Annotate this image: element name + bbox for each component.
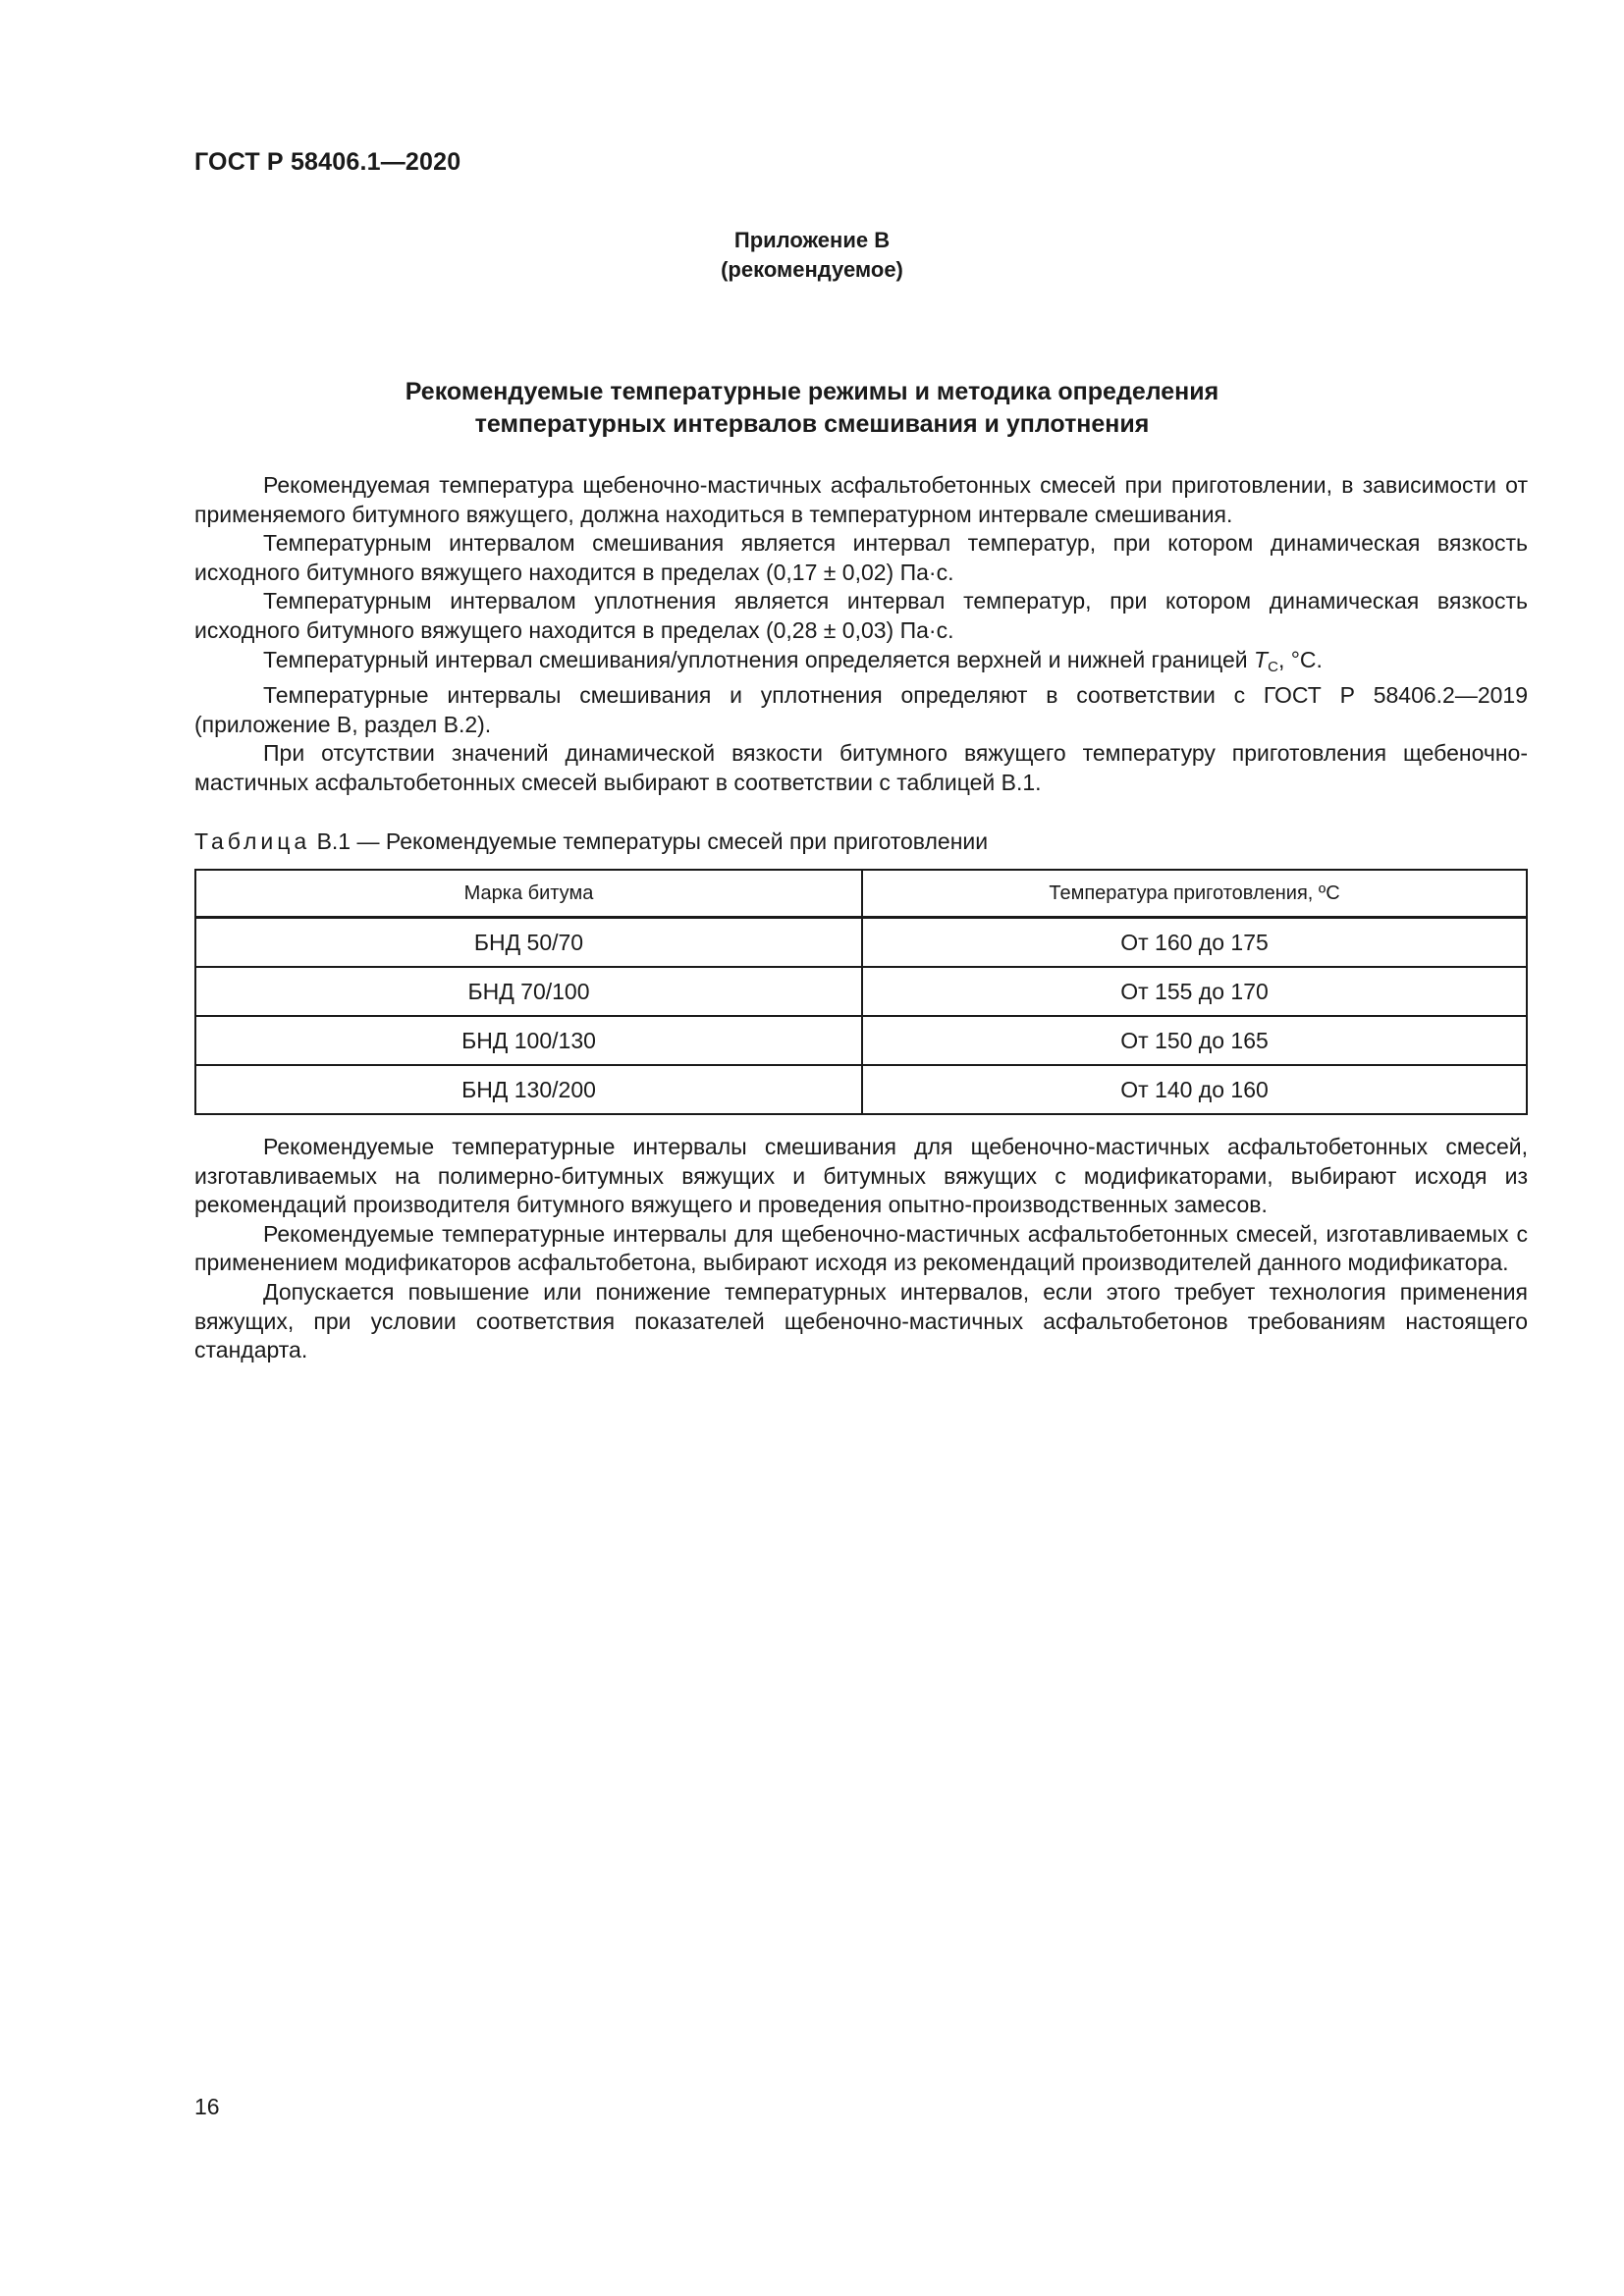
paragraph: Рекомендуемые температурные интервалы смешивания для щебеночно-мастичных асфальтобетонных смесей, изготавливаемых на полимерно-битумных вяжущих и битумных вяжущих с модификаторами, выбирают исходя из рекомендаций производителя битумного вяжущего и проведения опытно-производственных замесов.	[194, 1134, 1528, 1218]
appendix-title: Приложение В	[733, 228, 891, 252]
temperature-table	[194, 869, 1528, 1115]
table-caption-label: Таблица	[194, 828, 311, 854]
paragraph: Температурные интервалы смешивания и уплотнения определяют в соответствии с ГОСТ Р 58406.2—2019 (приложение В, раздел В.2).	[194, 682, 1528, 737]
table-row	[195, 918, 1527, 968]
table-cell-temperature: От 155 до 170	[862, 967, 1527, 1016]
table-cell-temperature: От 140 до 160	[862, 1065, 1527, 1114]
paragraph: Рекомендуемые температурные интервалы для щебеночно-мастичных асфальтобетонных смесей, изготавливаемых с применением модификаторов асфальтобетона, выбирают исходя из рекомендаций производителей данного модификатора.	[194, 1220, 1528, 1276]
paragraph: Допускается повышение или понижение температурных интервалов, если этого требует технология применения вяжущих, при условии соответствия показателей щебеночно-мастичных асфальтобетонов требованиям настоящего стандарта.	[194, 1278, 1528, 1363]
temperature-subscript: C	[1268, 658, 1278, 675]
paragraph: Температурным интервалом смешивания является интервал температур, при котором динамическая вязкость исходного битумного вяжущего находится в пределах (0,17 ± 0,02) Па·с.	[194, 530, 1528, 585]
temperature-symbol: T	[1254, 646, 1269, 672]
column-header-temperature: Температура приготовления, ºС	[862, 870, 1527, 918]
table-caption-text: В.1 — Рекомендуемые температуры смесей при приготовлении	[310, 828, 989, 854]
table-caption	[194, 828, 988, 855]
appendix-status: (рекомендуемое)	[721, 257, 903, 282]
table-row	[195, 1065, 1527, 1114]
page-number: 16	[194, 2094, 220, 2119]
section-title	[0, 376, 1624, 441]
paragraph-text: Температурный интервал смешивания/уплотнения определяется верхней и нижней границей	[263, 646, 1255, 672]
paragraph: При отсутствии значений динамической вязкости битумного вяжущего температуру приготовления щебеночно-мастичных асфальтобетонных смесей выбирают в соответствии с таблицей В.1.	[194, 740, 1528, 795]
closing-paragraphs	[194, 1133, 1528, 1365]
document-code: ГОСТ Р 58406.1—2020	[194, 148, 461, 176]
table-cell-temperature: От 150 до 165	[862, 1016, 1527, 1065]
table-cell-grade: БНД 130/200	[195, 1065, 862, 1114]
section-title-line1: Рекомендуемые температурные режимы и методика определения	[405, 378, 1219, 405]
paragraph: Температурным интервалом уплотнения является интервал температур, при котором динамическая вязкость исходного битумного вяжущего находится в пределах (0,28 ± 0,03) Па·с.	[194, 588, 1528, 643]
table-cell-grade: БНД 50/70	[195, 918, 862, 968]
section-title-line2: температурных интервалов смешивания и уплотнения	[474, 410, 1150, 438]
table-cell-temperature: От 160 до 175	[862, 918, 1527, 968]
paragraph: Рекомендуемая температура щебеночно-мастичных асфальтобетонных смесей при приготовлении, в зависимости от применяемого битумного вяжущего, должна находиться в температурном интервале смешивания.	[194, 472, 1528, 527]
table-cell-grade: БНД 100/130	[195, 1016, 862, 1065]
intro-paragraphs	[194, 471, 1528, 798]
paragraph-temperature-interval	[194, 646, 1528, 682]
table-header-row	[195, 870, 1527, 918]
table-row	[195, 967, 1527, 1016]
table-cell-grade: БНД 70/100	[195, 967, 862, 1016]
table-row	[195, 1016, 1527, 1065]
paragraph-tail: , °С.	[1277, 646, 1323, 672]
column-header-bitumen-grade: Марка битума	[195, 870, 862, 918]
